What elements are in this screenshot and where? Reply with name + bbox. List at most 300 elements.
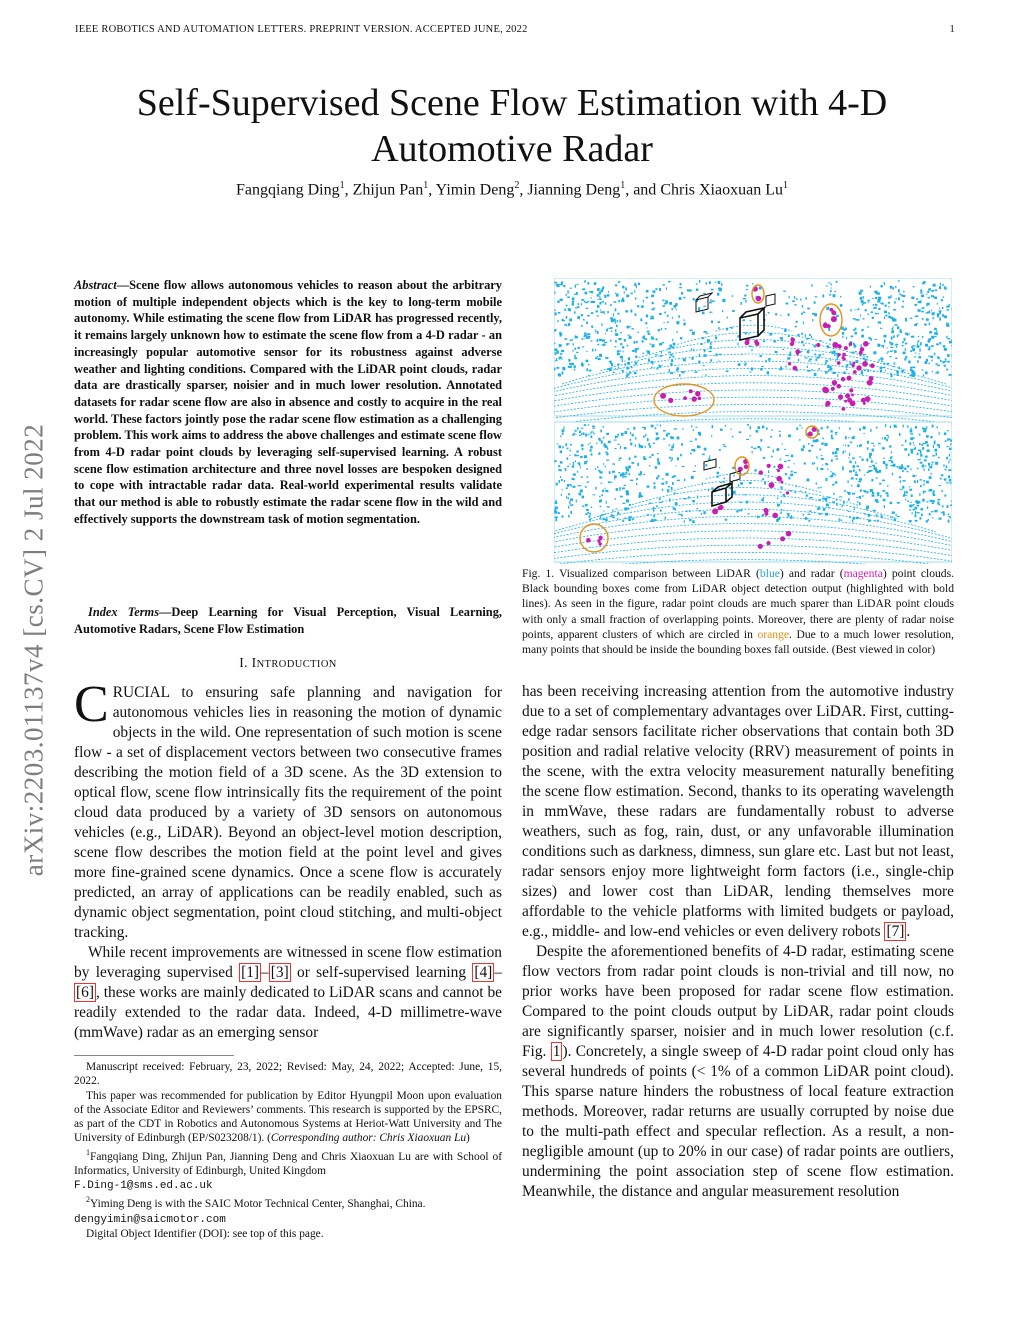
lidar-point <box>624 507 627 510</box>
lidar-point <box>667 315 669 317</box>
lidar-point <box>908 333 910 334</box>
author-separator: , <box>519 181 528 199</box>
radar-point <box>758 544 763 549</box>
lidar-point <box>674 475 677 477</box>
lidar-point <box>902 486 904 489</box>
lidar-point <box>826 307 829 310</box>
lidar-point <box>825 498 827 501</box>
lidar-point <box>853 465 856 468</box>
lidar-point <box>591 453 593 455</box>
lidar-point <box>628 357 630 360</box>
lidar-point <box>660 355 662 357</box>
lidar-point <box>882 490 885 492</box>
lidar-point <box>651 454 653 456</box>
lidar-point <box>917 480 918 483</box>
lidar-point <box>947 505 949 508</box>
lidar-point <box>907 425 908 427</box>
lidar-point <box>591 432 594 433</box>
lidar-point <box>608 441 611 443</box>
lidar-point <box>706 333 708 335</box>
lidar-point <box>630 443 632 446</box>
lidar-point <box>781 339 783 341</box>
lidar-point <box>872 492 874 494</box>
lidar-point <box>661 328 662 330</box>
lidar-point <box>888 460 891 462</box>
lidar-point <box>861 329 863 332</box>
citation-link[interactable]: [7] <box>886 923 905 940</box>
lidar-point <box>784 330 787 332</box>
lidar-point <box>920 458 921 460</box>
lidar-point <box>931 290 934 292</box>
lidar-point <box>718 281 719 283</box>
lidar-point <box>842 336 843 338</box>
citation-link[interactable]: [3] <box>270 964 289 981</box>
lidar-point <box>936 330 937 333</box>
radar-point <box>836 384 841 389</box>
lidar-point <box>760 439 762 442</box>
lidar-point <box>632 518 633 520</box>
lidar-point <box>889 445 891 447</box>
lidar-point <box>950 443 951 445</box>
lidar-point <box>727 317 728 319</box>
lidar-point <box>567 457 569 460</box>
radar-point <box>832 380 837 385</box>
paper-title <box>60 80 964 172</box>
lidar-point <box>880 370 882 372</box>
lidar-point <box>929 476 932 479</box>
lidar-point <box>884 505 885 508</box>
lidar-point <box>589 515 591 518</box>
lidar-point <box>949 341 952 344</box>
lidar-point <box>609 361 612 363</box>
lidar-point <box>947 354 950 357</box>
lidar-point <box>928 519 929 521</box>
lidar-point <box>926 426 927 429</box>
lidar-point <box>920 342 922 345</box>
lidar-point <box>572 303 574 306</box>
lidar-point <box>789 354 791 356</box>
lidar-point <box>917 345 920 348</box>
lidar-point <box>599 302 601 305</box>
lidar-point <box>771 429 773 430</box>
drop-cap: C <box>74 676 109 733</box>
lidar-point <box>617 434 619 436</box>
lidar-point <box>635 351 637 353</box>
lidar-point <box>610 340 612 342</box>
lidar-point <box>924 468 925 471</box>
lidar-point <box>576 284 578 285</box>
lidar-point <box>745 302 746 303</box>
lidar-point <box>929 513 930 516</box>
lidar-point <box>873 445 875 446</box>
lidar-point <box>568 308 571 311</box>
lidar-point <box>932 425 934 427</box>
lidar-point <box>625 364 627 366</box>
radar-point <box>824 322 827 325</box>
lidar-point <box>654 486 656 489</box>
lidar-point <box>732 295 734 297</box>
lidar-point <box>651 308 654 310</box>
lidar-point <box>832 452 834 455</box>
lidar-point <box>658 329 660 331</box>
lidar-point <box>611 514 612 517</box>
lidar-point <box>860 489 862 492</box>
lidar-point <box>908 454 910 457</box>
lidar-point <box>825 371 828 373</box>
lidar-point <box>588 364 590 365</box>
lidar-point <box>572 504 573 506</box>
lidar-point <box>937 356 939 358</box>
radar-point <box>695 391 700 396</box>
lidar-point <box>579 435 581 436</box>
lidar-point <box>833 351 836 354</box>
radar-point <box>842 407 846 411</box>
lidar-point <box>830 359 831 361</box>
lidar-point <box>859 457 861 458</box>
radar-point <box>772 513 778 519</box>
lidar-point <box>809 334 811 336</box>
radar-point <box>853 370 857 374</box>
lidar-point <box>641 305 644 307</box>
lidar-point <box>935 449 938 452</box>
lidar-point <box>671 487 673 490</box>
lidar-point <box>751 368 754 371</box>
lidar-point <box>746 285 749 287</box>
lidar-point <box>679 287 682 288</box>
lidar-point <box>931 500 934 502</box>
lidar-point <box>892 512 895 514</box>
lidar-point <box>678 514 681 515</box>
lidar-point <box>687 289 690 291</box>
lidar-point <box>872 317 874 319</box>
lidar-point <box>780 486 782 489</box>
lidar-point <box>917 344 918 345</box>
intro-paragraph-2 <box>74 943 502 1043</box>
lidar-point <box>619 320 620 323</box>
lidar-point <box>581 444 584 446</box>
lidar-point <box>739 431 742 433</box>
lidar-point <box>605 488 606 489</box>
lidar-point <box>598 453 601 455</box>
lidar-point <box>849 453 850 456</box>
lidar-point <box>880 357 883 360</box>
lidar-point <box>939 342 941 344</box>
lidar-point <box>768 358 770 361</box>
radar-point <box>841 356 844 359</box>
lidar-point <box>717 472 720 474</box>
lidar-point <box>618 281 620 283</box>
lidar-point <box>878 361 879 363</box>
lidar-point <box>681 514 683 516</box>
lidar-point <box>818 368 819 370</box>
lidar-point <box>932 462 934 464</box>
lidar-point <box>892 473 893 475</box>
lidar-point <box>822 438 824 439</box>
lidar-point <box>911 297 914 300</box>
lidar-point <box>692 500 695 502</box>
lidar-point <box>884 284 885 285</box>
lidar-point <box>679 297 682 300</box>
lidar-point <box>934 491 935 492</box>
lidar-point <box>868 301 870 302</box>
lidar-point <box>891 330 894 333</box>
lidar-point <box>688 496 689 499</box>
lidar-point <box>586 322 588 325</box>
lidar-point <box>760 368 763 370</box>
lidar-point <box>894 301 896 303</box>
lidar-point <box>891 337 893 340</box>
radar-point <box>689 389 693 393</box>
lidar-point <box>555 352 557 355</box>
lidar-point <box>599 476 600 479</box>
lidar-point <box>581 303 582 305</box>
radar-point <box>754 288 757 291</box>
lidar-point <box>930 356 933 358</box>
lidar-point <box>861 300 864 303</box>
citation-link[interactable]: [4] <box>474 964 493 981</box>
lidar-point <box>886 466 888 468</box>
lidar-point <box>690 441 693 442</box>
author-2: Zhijun Pan <box>352 181 424 199</box>
lidar-point <box>689 330 692 331</box>
lidar-point <box>891 451 892 453</box>
caption-text-part: Visualized comparison between LiDAR ( <box>554 567 760 580</box>
lidar-point <box>831 430 833 433</box>
lidar-point <box>563 426 564 429</box>
lidar-point <box>617 350 619 352</box>
lidar-point <box>944 432 946 435</box>
author-separator: , and <box>625 181 661 199</box>
lidar-point <box>749 346 752 348</box>
lidar-point <box>677 480 680 481</box>
lidar-point <box>922 465 925 467</box>
lidar-point <box>851 477 854 479</box>
lidar-point <box>842 468 844 471</box>
lidar-point <box>600 515 602 518</box>
lidar-point <box>830 290 832 293</box>
lidar-point <box>568 493 570 495</box>
lidar-point <box>800 299 802 301</box>
lidar-point <box>903 480 906 482</box>
lidar-point <box>564 324 566 326</box>
lidar-point <box>558 513 560 514</box>
lidar-point <box>918 309 921 312</box>
lidar-point <box>904 491 905 494</box>
section-title-cap: I <box>251 655 257 670</box>
lidar-point <box>608 481 611 483</box>
lidar-point <box>910 430 913 433</box>
lidar-point <box>930 499 931 501</box>
lidar-point <box>630 310 632 313</box>
lidar-point <box>911 494 913 497</box>
email-link[interactable]: F.Ding-1@sms.ed.ac.uk <box>74 1180 213 1193</box>
lidar-point <box>680 454 682 456</box>
lidar-point <box>757 426 760 429</box>
lidar-point <box>589 519 591 521</box>
lidar-point <box>652 519 654 522</box>
lidar-point <box>652 316 654 319</box>
lidar-point <box>901 445 903 446</box>
lidar-point <box>606 520 607 522</box>
lidar-point <box>604 446 606 447</box>
lidar-point <box>581 363 583 365</box>
lidar-point <box>836 315 839 317</box>
lidar-point <box>877 313 879 314</box>
lidar-point <box>917 459 920 460</box>
lidar-point <box>592 349 594 352</box>
lidar-point <box>845 445 846 447</box>
lidar-point <box>875 304 877 306</box>
lidar-point <box>655 288 657 290</box>
lidar-point <box>817 357 820 359</box>
lidar-point <box>649 465 650 466</box>
lidar-point <box>946 323 949 324</box>
lidar-point <box>680 284 682 286</box>
radar-point <box>825 401 830 406</box>
lidar-point <box>950 505 952 507</box>
lidar-point <box>794 304 796 305</box>
lidar-point <box>811 445 813 447</box>
lidar-point <box>598 470 600 472</box>
lidar-point <box>903 352 906 355</box>
lidar-point <box>597 294 600 296</box>
lidar-point <box>581 476 583 478</box>
lidar-point <box>880 367 883 370</box>
lidar-point <box>581 299 584 301</box>
lidar-point <box>887 494 889 496</box>
lidar-point <box>873 465 875 468</box>
lidar-point <box>653 443 655 444</box>
lidar-point <box>760 448 762 451</box>
lidar-point <box>843 445 844 446</box>
lidar-point <box>574 369 576 371</box>
caption-label: Fig. 1. <box>522 567 555 580</box>
lidar-point <box>768 312 770 314</box>
lidar-point <box>879 359 880 362</box>
radar-point <box>844 346 848 350</box>
lidar-point <box>608 291 609 293</box>
lidar-point <box>877 292 880 294</box>
lidar-point <box>824 443 827 446</box>
lidar-point <box>923 480 925 482</box>
lidar-point <box>574 430 576 432</box>
lidar-point <box>939 308 940 309</box>
lidar-point <box>611 482 612 483</box>
lidar-point <box>670 354 672 356</box>
lidar-point <box>560 450 562 453</box>
lidar-point <box>915 507 918 510</box>
lidar-point <box>922 447 924 450</box>
lidar-point <box>638 474 640 476</box>
lidar-point <box>835 455 838 456</box>
lidar-point <box>827 468 828 470</box>
affiliation-mark: 1 <box>339 180 345 191</box>
lidar-point <box>920 454 922 457</box>
lidar-point <box>603 436 604 438</box>
lidar-point <box>612 509 613 512</box>
lidar-point <box>577 347 580 349</box>
lidar-point <box>576 455 579 456</box>
lidar-point <box>804 462 806 464</box>
lidar-point <box>873 371 875 372</box>
lidar-point <box>821 443 824 445</box>
lidar-point <box>814 345 817 347</box>
lidar-point <box>555 460 557 462</box>
lidar-point <box>934 328 937 330</box>
lidar-point <box>925 466 927 467</box>
lidar-point <box>704 354 707 357</box>
lidar-point <box>854 345 857 348</box>
lidar-point <box>636 478 638 480</box>
lidar-point <box>936 333 938 336</box>
footnote-text: ) <box>466 1132 470 1145</box>
caption-color-magenta: magenta <box>843 567 883 580</box>
lidar-point <box>864 433 865 434</box>
lidar-point <box>903 295 906 297</box>
lidar-point <box>910 350 912 352</box>
lidar-point <box>590 340 592 341</box>
citation-link[interactable]: [6] <box>76 984 94 1001</box>
lidar-point <box>634 456 636 458</box>
lidar-point <box>782 444 783 445</box>
lidar-point <box>613 372 615 373</box>
lidar-point <box>661 501 662 502</box>
lidar-point <box>577 471 578 473</box>
lidar-point <box>940 360 942 362</box>
lidar-point <box>868 520 871 522</box>
lidar-point <box>816 483 818 485</box>
lidar-point <box>676 321 679 324</box>
lidar-point <box>801 448 804 451</box>
lidar-point <box>674 305 677 307</box>
lidar-point <box>648 443 650 446</box>
lidar-point <box>830 366 832 369</box>
lidar-point <box>584 424 587 426</box>
lidar-point <box>698 361 700 363</box>
lidar-point <box>930 436 932 438</box>
running-header <box>75 24 955 40</box>
lidar-point <box>899 433 901 436</box>
lidar-point <box>647 331 650 333</box>
lidar-point <box>890 374 892 377</box>
radar-point <box>849 342 853 346</box>
lidar-point <box>657 425 659 426</box>
lidar-point <box>766 427 767 430</box>
figure-reference-link[interactable]: 1 <box>552 1043 561 1060</box>
lidar-point <box>698 307 700 310</box>
lidar-point <box>803 344 805 346</box>
lidar-point <box>562 372 564 375</box>
panel-frame <box>554 422 952 562</box>
lidar-point <box>586 308 589 309</box>
radar-point <box>856 365 861 370</box>
citation-link[interactable]: [1] <box>241 964 260 981</box>
lidar-point <box>847 480 848 483</box>
lidar-point <box>885 305 887 307</box>
lidar-point <box>749 435 751 436</box>
lidar-point <box>626 493 629 496</box>
lidar-point <box>577 485 580 486</box>
lidar-point <box>653 308 655 309</box>
lidar-point <box>738 510 740 511</box>
footnote-text: Fangqiang Ding, Zhijun Pan, Jianning Deng and Chris Xiaoxuan Lu are with School of Informatics, University of Edinburgh, United Kingdom <box>74 1150 502 1177</box>
lidar-point <box>635 313 637 316</box>
lidar-point <box>951 500 952 502</box>
lidar-point <box>763 497 765 498</box>
lidar-point <box>656 338 658 340</box>
email-link[interactable]: dengyimin@saicmotor.com <box>74 1213 226 1226</box>
lidar-point <box>699 354 700 357</box>
